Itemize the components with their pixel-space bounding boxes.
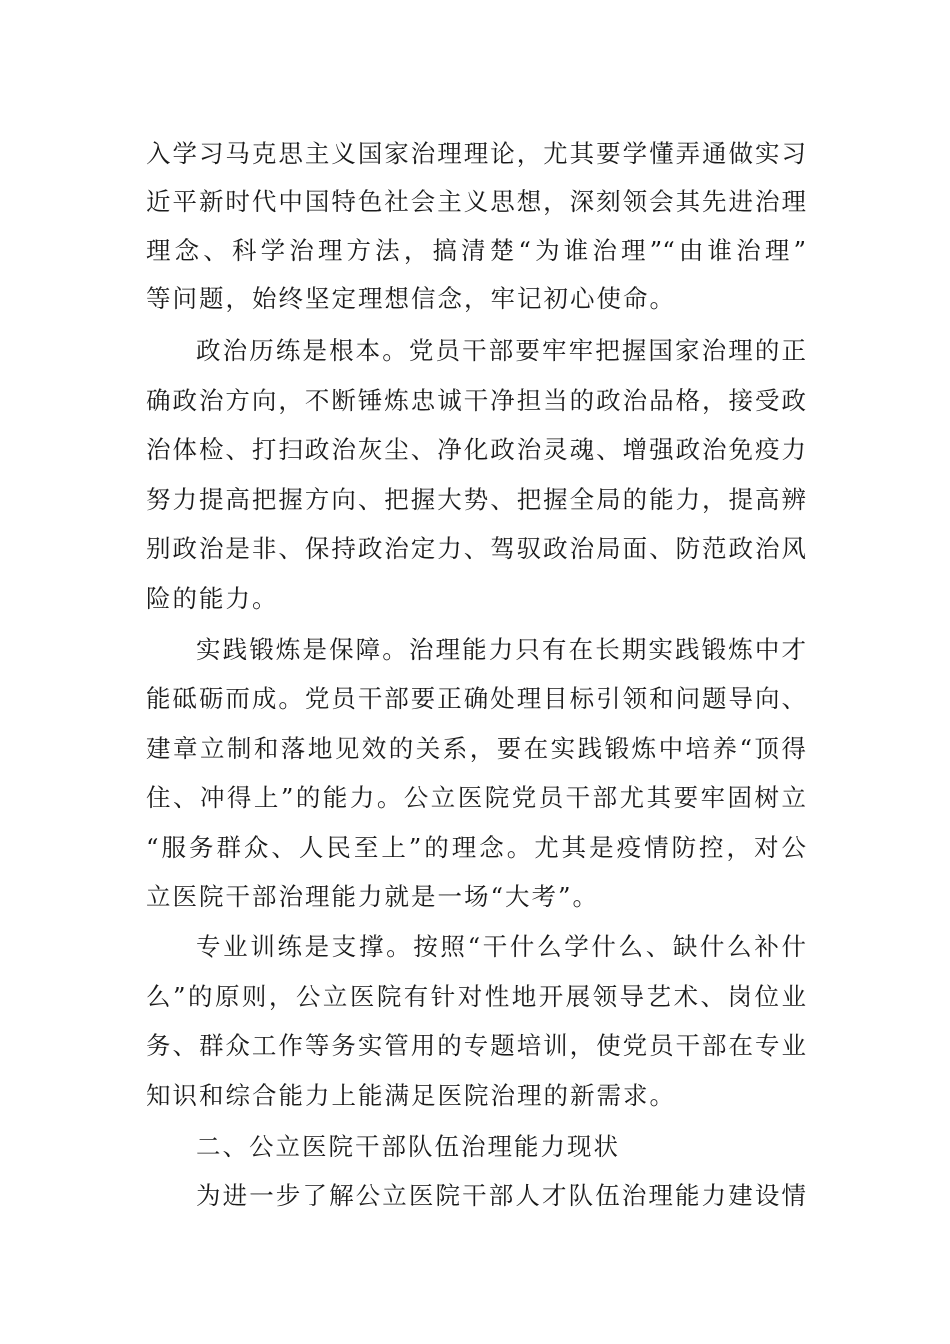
text-line-16: 立医院干部治理能力就是一场“大考”。 — [146, 882, 600, 911]
text-line-19: 务、群众工作等务实管用的专题培训，使党员干部在专业 — [146, 1031, 806, 1060]
text-line-11: 实践锻炼是保障。治理能力只有在长期实践锻炼中才 — [196, 635, 806, 664]
text-line-13: 建章立制和落地见效的关系，要在实践锻炼中培养“顶得 — [146, 734, 806, 763]
text-line-5: 政治历练是根本。党员干部要牢牢把握国家治理的正 — [196, 336, 806, 365]
text-line-14: 住、冲得上”的能力。公立医院党员干部尤其要牢固树立 — [146, 783, 806, 812]
text-line-6: 确政治方向，不断锤炼忠诚干净担当的政治品格，接受政 — [146, 386, 806, 415]
text-line-15: “服务群众、人民至上”的理念。尤其是疫情防控，对公 — [146, 833, 806, 862]
text-line-3: 理念、科学治理方法，搞清楚“为谁治理”“由谁治理” — [146, 236, 806, 265]
text-line-20: 知识和综合能力上能满足医院治理的新需求。 — [146, 1081, 676, 1110]
text-line-2: 近平新时代中国特色社会主义思想，深刻领会其先进治理 — [146, 187, 806, 216]
text-line-9: 别政治是非、保持政治定力、驾驭政治局面、防范政治风 — [146, 534, 806, 563]
text-line-18: 么”的原则，公立医院有针对性地开展领导艺术、岗位业 — [146, 982, 806, 1011]
text-line-8: 努力提高把握方向、把握大势、把握全局的能力，提高辨 — [146, 485, 806, 514]
text-line-10: 险的能力。 — [146, 584, 279, 613]
text-line-12: 能砥砺而成。党员干部要正确处理目标引领和问题导向、 — [146, 684, 806, 713]
text-line-17: 专业训练是支撑。按照“干什么学什么、缺什么补什 — [196, 932, 806, 961]
text-line-22: 为进一步了解公立医院干部人才队伍治理能力建设情 — [196, 1181, 806, 1210]
section-heading: 二、公立医院干部队伍治理能力现状 — [196, 1132, 620, 1161]
text-line-1: 入学习马克思主义国家治理理论，尤其要学懂弄通做实习 — [146, 139, 806, 168]
text-line-7: 治体检、打扫政治灰尘、净化政治灵魂、增强政治免疫力 — [146, 435, 806, 464]
text-line-4: 等问题，始终坚定理想信念，牢记初心使命。 — [146, 284, 676, 313]
